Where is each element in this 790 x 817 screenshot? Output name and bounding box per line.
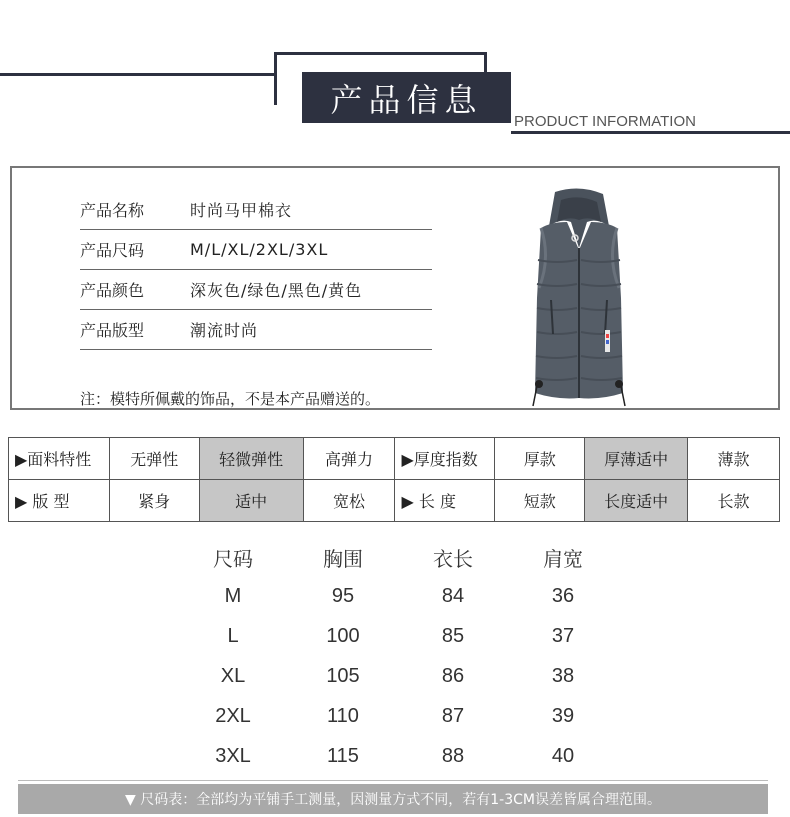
size-cell: XL bbox=[220, 664, 246, 687]
spec-option-selected: 厚薄适中 bbox=[585, 438, 688, 480]
spec-option: 紧身 bbox=[109, 480, 199, 522]
size-cell: 115 bbox=[327, 744, 359, 767]
size-cell: 2XL bbox=[215, 704, 251, 727]
info-row-name bbox=[80, 190, 432, 230]
info-row-color bbox=[80, 270, 432, 310]
info-key: 产品颜色 bbox=[80, 281, 145, 300]
spec-label: ▶厚度指数 bbox=[395, 438, 495, 480]
size-cell: 95 bbox=[331, 584, 355, 607]
size-cell: 105 bbox=[326, 664, 360, 687]
info-value: 深灰色/绿色/黑色/黄色 bbox=[190, 281, 363, 300]
size-row bbox=[178, 656, 618, 696]
spec-option: 短款 bbox=[495, 480, 585, 522]
spec-option: 薄款 bbox=[688, 438, 780, 480]
size-row bbox=[178, 696, 618, 736]
product-info-box bbox=[10, 166, 780, 410]
size-cell: 84 bbox=[441, 584, 465, 607]
size-cell: 100 bbox=[326, 624, 360, 647]
header-frame-right bbox=[484, 52, 487, 73]
size-row bbox=[178, 576, 618, 616]
size-chart bbox=[178, 538, 618, 776]
section-title: 产品信息 bbox=[302, 72, 511, 123]
spec-option-selected: 适中 bbox=[199, 480, 303, 522]
disclaimer-note: 注：模特所佩戴的饰品，不是本产品赠送的。 bbox=[80, 390, 381, 408]
info-value: M/L/XL/2XL/3XL bbox=[190, 240, 329, 259]
size-header-cell: 尺码 bbox=[213, 546, 253, 571]
size-cell: 37 bbox=[551, 624, 575, 647]
spec-label: ▶面料特性 bbox=[9, 438, 110, 480]
header-left-rule bbox=[0, 73, 275, 76]
footer-divider bbox=[18, 780, 768, 781]
spec-option: 厚款 bbox=[495, 438, 585, 480]
size-cell: M bbox=[224, 584, 242, 607]
size-cell: L bbox=[227, 624, 239, 647]
spec-label: ▶ 版 型 bbox=[9, 480, 110, 522]
spec-label: ▶ 长 度 bbox=[395, 480, 495, 522]
size-cell: 39 bbox=[551, 704, 575, 727]
size-cell: 36 bbox=[551, 584, 575, 607]
size-cell: 38 bbox=[551, 664, 575, 687]
size-header-cell: 肩宽 bbox=[543, 546, 583, 571]
info-row-size bbox=[80, 230, 432, 270]
size-row bbox=[178, 736, 618, 776]
info-key: 产品名称 bbox=[80, 201, 145, 220]
spec-option: 高弹力 bbox=[303, 438, 395, 480]
size-cell: 85 bbox=[441, 624, 465, 647]
size-cell: 88 bbox=[441, 744, 465, 767]
info-row-fit bbox=[80, 310, 432, 350]
section-subtitle: PRODUCT INFORMATION bbox=[514, 113, 696, 130]
size-cell: 40 bbox=[551, 744, 575, 767]
spec-row-fabric bbox=[9, 438, 780, 480]
size-chart-header bbox=[178, 538, 618, 576]
spec-option: 宽松 bbox=[303, 480, 395, 522]
info-key: 产品版型 bbox=[80, 321, 145, 340]
measurement-footnote: ▼ 尺码表：全部均为平铺手工测量，因测量方式不同，若有1-3CM误差皆属合理范围。 bbox=[18, 784, 768, 814]
info-value: 时尚马甲棉衣 bbox=[190, 201, 293, 220]
info-key: 产品尺码 bbox=[80, 241, 145, 260]
spec-option-selected: 轻微弹性 bbox=[199, 438, 303, 480]
size-header-cell: 胸围 bbox=[323, 546, 363, 571]
vest-product-image bbox=[517, 188, 642, 410]
fabric-spec-table bbox=[8, 437, 780, 522]
size-cell: 3XL bbox=[215, 744, 251, 767]
size-cell: 86 bbox=[441, 664, 465, 687]
spec-row-fit bbox=[9, 480, 780, 522]
spec-option: 无弹性 bbox=[109, 438, 199, 480]
spec-option-selected: 长度适中 bbox=[585, 480, 688, 522]
size-row bbox=[178, 616, 618, 656]
size-header-cell: 衣长 bbox=[433, 546, 473, 571]
header-right-rule bbox=[511, 131, 790, 134]
spec-option: 长款 bbox=[688, 480, 780, 522]
info-value: 潮流时尚 bbox=[190, 321, 259, 340]
size-cell: 87 bbox=[441, 704, 465, 727]
size-cell: 110 bbox=[327, 704, 359, 727]
